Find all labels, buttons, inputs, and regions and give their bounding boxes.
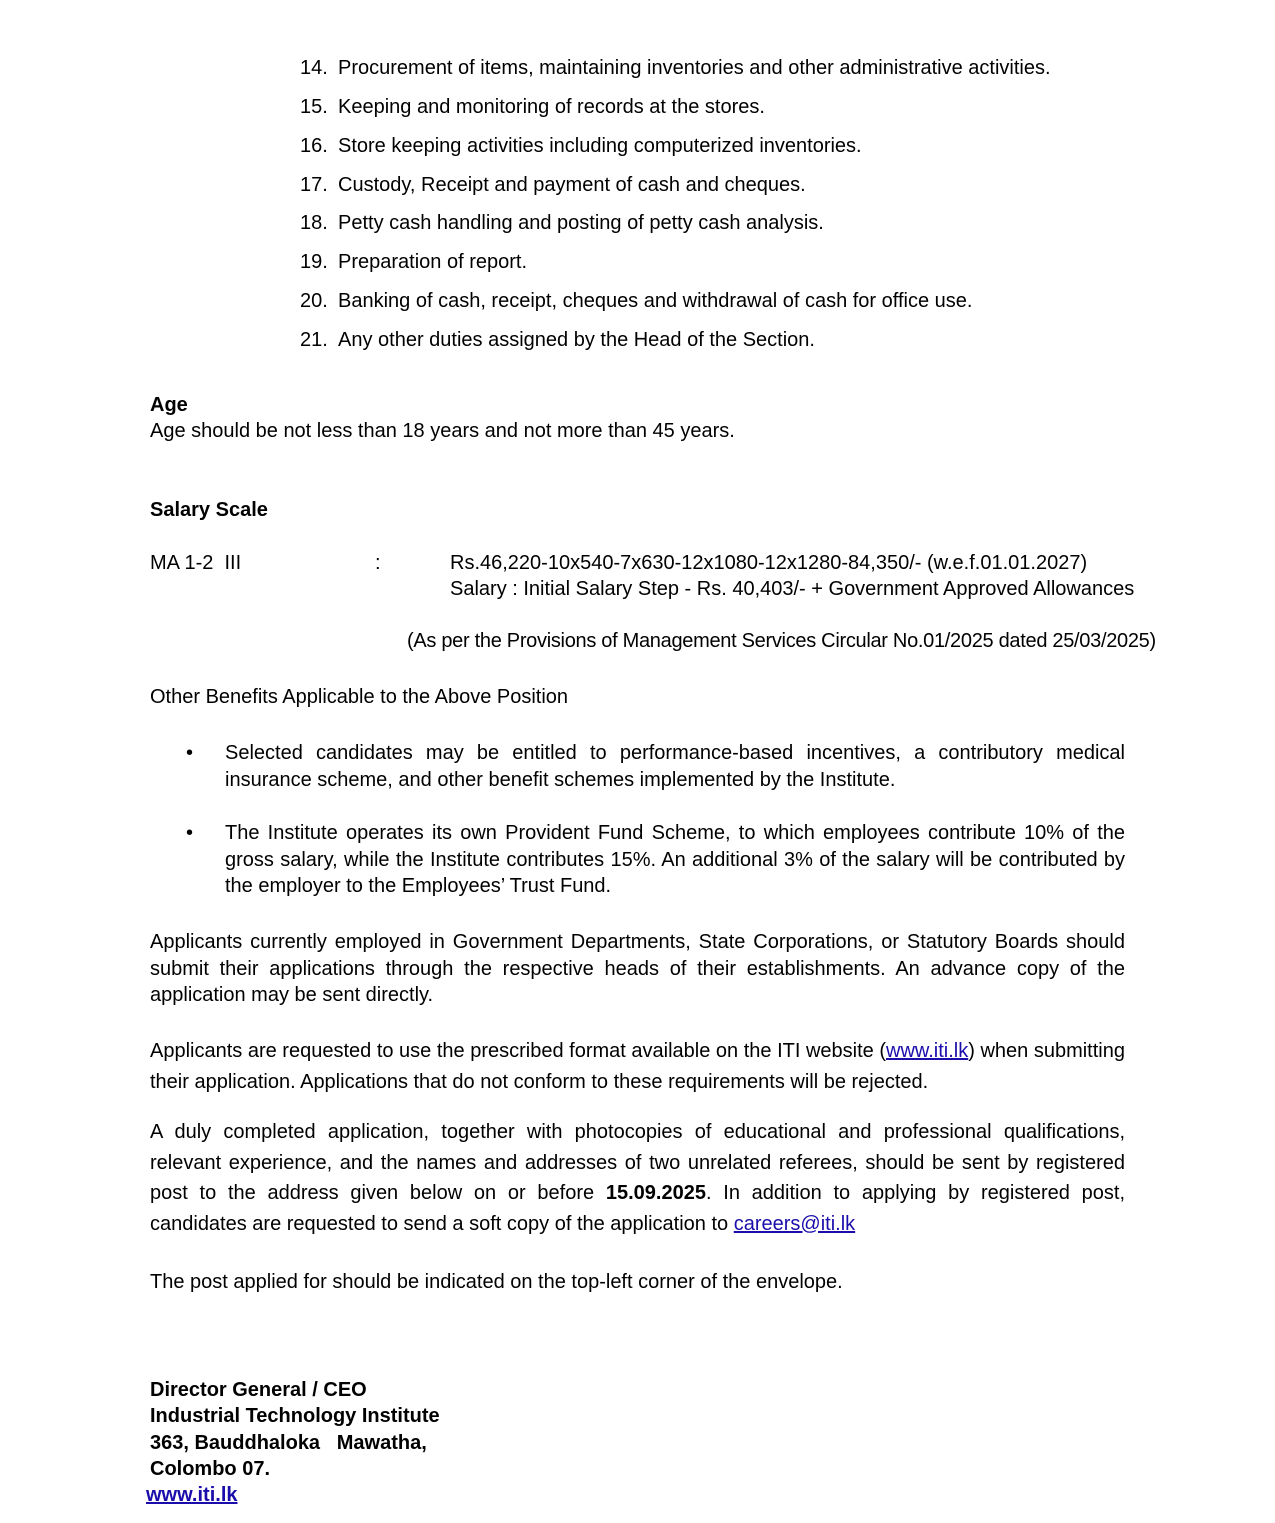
duty-text: Custody, Receipt and payment of cash and cheques. <box>338 174 806 196</box>
duty-number: 20. <box>300 290 328 312</box>
duty-number: 15. <box>300 96 328 118</box>
format-paragraph <box>150 1036 1125 1097</box>
signature-address-street: 363, Bauddhaloka Mawatha, <box>150 1432 427 1454</box>
bullet-icon: • <box>186 742 194 764</box>
duty-text: Procurement of items, maintaining inventories and other administrative activities. <box>338 57 1051 79</box>
duty-number: 19. <box>300 251 328 273</box>
signature-organization: Industrial Technology Institute <box>150 1405 440 1427</box>
duty-text: Keeping and monitoring of records at the stores. <box>338 96 765 118</box>
duty-number: 18. <box>300 212 328 234</box>
duty-number: 17. <box>300 174 328 196</box>
signature-address-city: Colombo 07. <box>150 1458 271 1480</box>
email-link[interactable]: careers@iti.lk <box>733 1212 856 1235</box>
duty-number: 16. <box>300 135 328 157</box>
salary-grade: MA 1-2 III <box>150 552 242 574</box>
salary-circular: (As per the Provisions of Management Services Circular No.01/2025 dated 25/03/2025) <box>407 630 1156 652</box>
salary-scale: Rs.46,220-10x540-7x630-12x1080-12x1280-84,350/- (w.e.f.01.01.2027) <box>450 552 1088 574</box>
age-text: Age should be not less than 18 years and not more than 45 years. <box>150 420 735 442</box>
government-paragraph: Applicants currently employed in Government Departments, State Corporations, or Statutory Boards should submit their applications through the respective heads of their establishments. An advance copy of the application may be sent directly. <box>150 931 1125 1006</box>
benefit-item: Selected candidates may be entitled to performance-based incentives, a contributory medical insurance scheme, and other benefit schemes implemented by the Institute. <box>225 742 1125 791</box>
duty-text: Petty cash handling and posting of petty cash analysis. <box>338 212 824 234</box>
submission-text-mid: . In addition to applying by registered post, candidates are requested to send a soft copy of the application to <box>150 1182 1125 1235</box>
format-text-post: ) when submitting their application. Applications that do not conform to these requirements will be rejected. <box>150 1040 1125 1093</box>
age-heading: Age <box>150 394 188 416</box>
benefit-item: The Institute operates its own Provident Fund Scheme, to which employees contribute 10% of the gross salary, while the Institute contributes 15%. An additional 3% of the salary will be contributed by the employer to the Employees’ Trust Fund. <box>225 822 1125 897</box>
closing-date: 15.09.2025 <box>605 1182 706 1204</box>
duty-text: Store keeping activities including computerized inventories. <box>338 135 862 157</box>
submission-paragraph <box>150 1117 1125 1239</box>
duty-text: Any other duties assigned by the Head of the Section. <box>338 329 815 351</box>
signature-website-link[interactable]: www.iti.lk <box>146 1484 238 1506</box>
website-link[interactable]: www.iti.lk <box>886 1040 969 1062</box>
format-text-pre: Applicants are requested to use the prescribed format available on the ITI website ( <box>150 1040 886 1062</box>
bullet-icon: • <box>186 822 194 844</box>
envelope-note: The post applied for should be indicated on the top-left corner of the envelope. <box>150 1271 843 1293</box>
salary-colon: : <box>375 552 381 574</box>
duty-number: 14. <box>300 57 328 79</box>
benefits-heading: Other Benefits Applicable to the Above Position <box>150 686 569 708</box>
duty-text: Banking of cash, receipt, cheques and withdrawal of cash for office use. <box>338 290 973 312</box>
salary-heading: Salary Scale <box>150 499 268 521</box>
duty-number: 21. <box>300 329 328 351</box>
submission-text-pre: A duly completed application, together with photocopies of educational and professional qualifications, relevant experience, and the names and addresses of two unrelated referees, should be sent by registered post to the address given below on or before <box>150 1121 1125 1204</box>
signature-title: Director General / CEO <box>150 1379 367 1401</box>
duty-text: Preparation of report. <box>338 251 527 273</box>
salary-initial: Salary : Initial Salary Step - Rs. 40,403/- + Government Approved Allowances <box>450 578 1135 600</box>
